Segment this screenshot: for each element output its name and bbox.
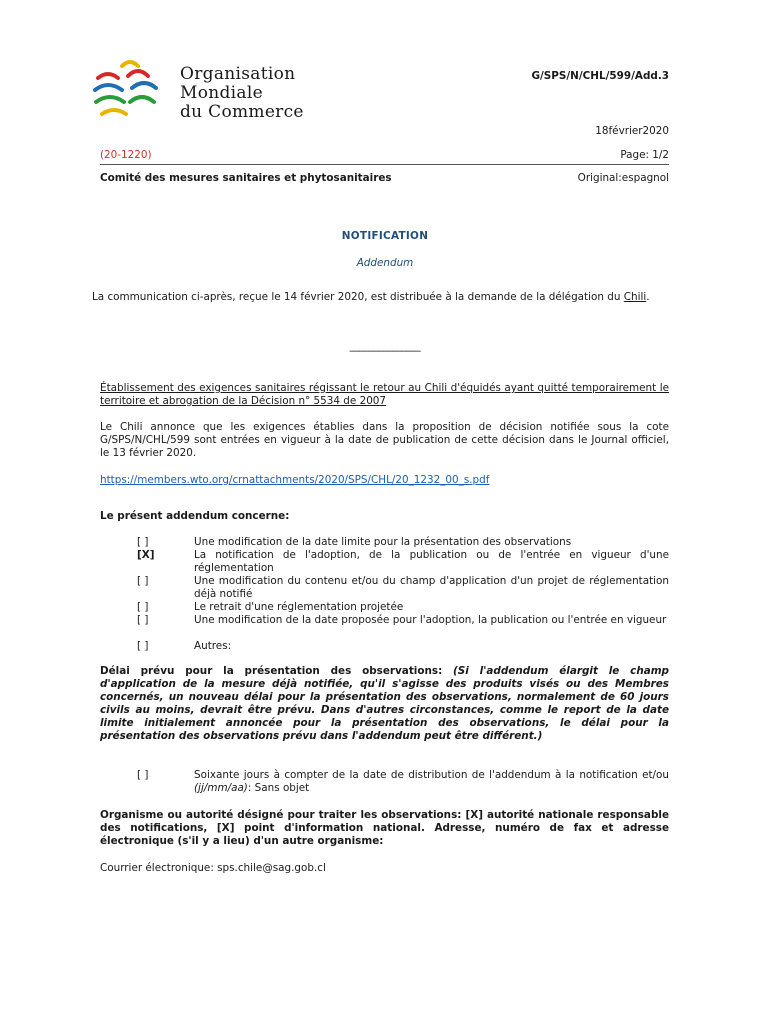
- document-symbol: G/SPS/N/CHL/599/Add.3: [531, 70, 669, 82]
- option-text: Le retrait d'une réglementation projetée: [194, 601, 404, 613]
- option-checkbox: [ ]: [137, 614, 149, 626]
- measure-title: Établissement des exigences sanitaires régissant le retour au Chili d'équidés ayant quitté temporairement le territoire et abrogation de la Décision n° 5534 de 2007: [100, 382, 669, 407]
- option-checkbox: [X]: [137, 549, 155, 561]
- option-text: Une modification du contenu et/ou du champ d'application d'un projet de réglementation déjà notifié: [194, 575, 669, 600]
- concerns-label: Le présent addendum concerne:: [100, 510, 290, 522]
- sixty-days-text-b: : Sans objet: [247, 782, 310, 794]
- org-name-line-1: Organisation: [180, 64, 296, 84]
- option-checkbox: [ ]: [137, 536, 149, 548]
- document-date: 18février2020: [595, 125, 669, 137]
- notification-subtitle: Addendum: [356, 257, 414, 269]
- sixty-days-checkbox: [ ]: [137, 769, 149, 781]
- intro-end: .: [646, 291, 650, 303]
- option-checkbox: [ ]: [137, 575, 149, 587]
- sixty-days-format: (jj/mm/aa): [194, 782, 248, 794]
- committee-name: Comité des mesures sanitaires et phytosanitaires: [100, 172, 392, 184]
- separator-line: _______________: [349, 340, 421, 352]
- option-text: Autres:: [194, 640, 232, 652]
- wto-logo-icon: [92, 56, 168, 126]
- deadline-paragraph: [100, 665, 669, 743]
- option-checkbox: [ ]: [137, 640, 149, 652]
- header-divider: [100, 164, 669, 165]
- document-number: (20-1220): [100, 149, 152, 161]
- org-name-line-2: Mondiale: [180, 83, 263, 103]
- option-text: La notification de l'adoption, de la publication ou de l'entrée en vigueur d'une réglementation: [194, 549, 669, 574]
- deadline-note: (Si l'addendum élargit le champ d'application de la mesure déjà notifiée, qu'il s'agisse des produits visés ou des Membres concernés, un nouveau délai pour la présentation des observations, normalement de 60 jours civils au moins, devrait être prévu. Dans d'autres circonstances, comme le report de la date limite initialement annoncée pour la présentation des observations, le délai pour la présentation des observations prévu dans l'addendum peut être différent.): [100, 665, 669, 742]
- responsible-body-paragraph: Organisme ou autorité désigné pour traiter les observations: [X] autorité nationale responsable des notifications, [X] point d'information national. Adresse, numéro de fax et adresse électronique (s'il y a lieu) d'un autre organisme:: [100, 809, 669, 847]
- option-text: Une modification de la date limite pour la présentation des observations: [194, 536, 572, 548]
- option-text: Une modification de la date proposée pour l'adoption, la publication ou l'entrée en vigueur: [194, 614, 667, 626]
- option-checkbox: [ ]: [137, 601, 149, 613]
- intro-country: Chili: [623, 291, 647, 303]
- notification-title: NOTIFICATION: [341, 230, 429, 242]
- original-language: Original:espagnol: [577, 172, 669, 184]
- sixty-days-text: [194, 769, 669, 795]
- email-line: Courrier électronique: sps.chile@sag.gob.cl: [100, 862, 326, 874]
- deadline-label: Délai prévu pour la présentation des observations:: [100, 665, 454, 677]
- sixty-days-text-a: Soixante jours à compter de la date de distribution de l'addendum à la notification et/ou: [194, 769, 669, 781]
- page-indicator: Page: 1/2: [620, 149, 669, 161]
- attachment-link[interactable]: https://members.wto.org/crnattachments/2020/SPS/CHL/20_1232_00_s.pdf: [100, 474, 490, 486]
- announcement-paragraph: Le Chili annonce que les exigences établies dans la proposition de décision notifiée sous la cote G/SPS/N/CHL/599 sont entrées en vigueur à la date de publication de cette décision dans le Journal officiel, le 13 février 2020.: [100, 421, 669, 459]
- org-name-line-3: du Commerce: [180, 102, 304, 122]
- intro-paragraph: [92, 291, 675, 304]
- intro-text: La communication ci-après, reçue le 14 février 2020, est distribuée à la demande de la délégation du: [92, 291, 624, 303]
